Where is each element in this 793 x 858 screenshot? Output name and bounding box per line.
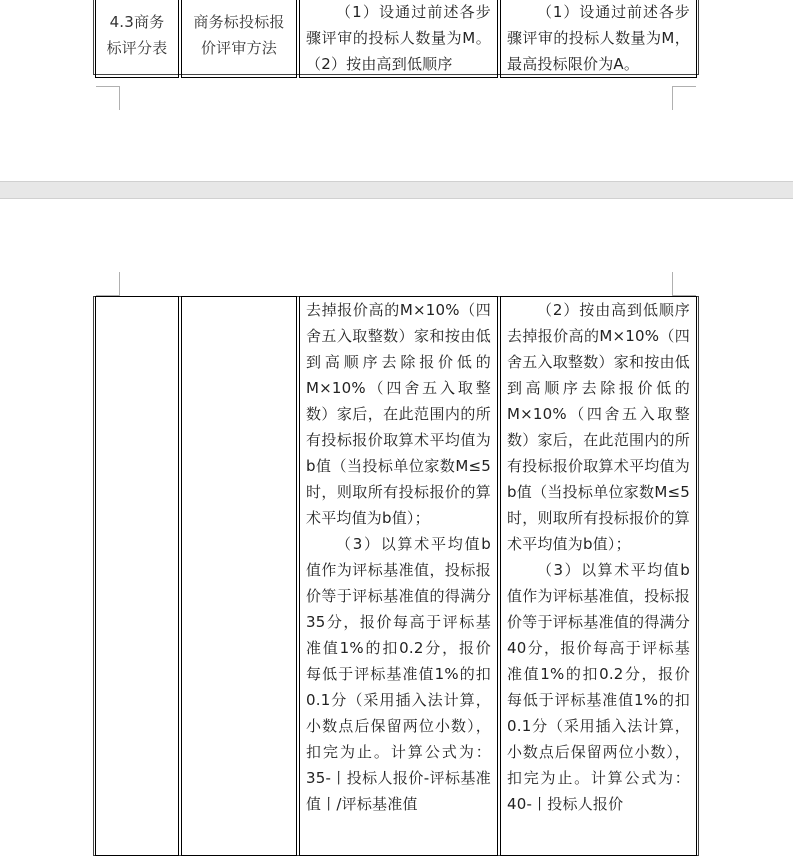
table-cell-clause-b: [500, 296, 697, 856]
table-cell-method: [181, 296, 297, 856]
scoring-table-page-1: [93, 0, 699, 80]
method-label: 商务标投标报价评审方法: [193, 13, 285, 57]
crop-mark: [96, 86, 120, 110]
clause-a-text: （1）设通过前述各步骤评审的投标人数量为M。（2）按由高到低顺序: [306, 3, 491, 73]
clause-b-paragraph-2: （3）以算术平均值b值作为评标基准值，投标报价等于评标基准值的得满分40分，报价每高于评标基准值1%的扣0.2分，报价每低于评标基准值1%的扣0.1分（采用插入法计算，小数点后保留两位小数），扣完为止。计算公式为：40-丨投标人报价: [507, 561, 690, 813]
crop-mark: [96, 272, 120, 296]
crop-mark: [672, 272, 696, 296]
document-page-2: [0, 199, 793, 836]
table-cell-section: [95, 296, 179, 856]
clause-b-paragraph-1: （2）按由高到低顺序去掉报价高的M×10%（四舍五入取整数）家和按由低到高顺序去除报价低的M×10%（四舍五入取整数）家后，在此范围内的所有投标报价取算术平均值为b值（当投标单位家数M≤5时，则取所有投标报价的算术平均值为b值）；: [507, 301, 690, 553]
table-row: [95, 0, 697, 78]
table-cell-clause-a: [299, 0, 498, 78]
section-label: 4.3商务标评分表: [106, 13, 168, 57]
clause-a-paragraph-1: 去掉报价高的M×10%（四舍五入取整数）家和按由低到高顺序去除报价低的M×10%（四舍五入取整数）家后，在此范围内的所有投标报价取算术平均值为b值（当投标单位家数M≤5时，则取所有投标报价的算术平均值为b值）；: [306, 301, 491, 527]
table-cell-section: [95, 0, 179, 78]
document-page-1: [0, 0, 793, 181]
table-cell-method: [181, 0, 297, 78]
table-cell-clause-a: [299, 296, 498, 856]
clause-b-text: （1）设通过前述各步骤评审的投标人数量为M，最高投标限价为A。: [507, 3, 690, 73]
crop-mark: [672, 86, 696, 110]
table-cell-clause-b: [500, 0, 697, 78]
clause-a-paragraph-2: （3）以算术平均值b值作为评标基准值，投标报价等于评标基准值的得满分35分，报价每高于评标基准值1%的扣0.2分，报价每低于评标基准值1%的扣0.1分（采用插入法计算，小数点后保留两位小数），扣完为止。计算公式为：35-丨投标人报价-评标基准值丨/评标基准值: [306, 535, 491, 813]
scoring-table-page-2: [93, 294, 699, 858]
page-separator: [0, 181, 793, 199]
table-row: [95, 296, 697, 856]
